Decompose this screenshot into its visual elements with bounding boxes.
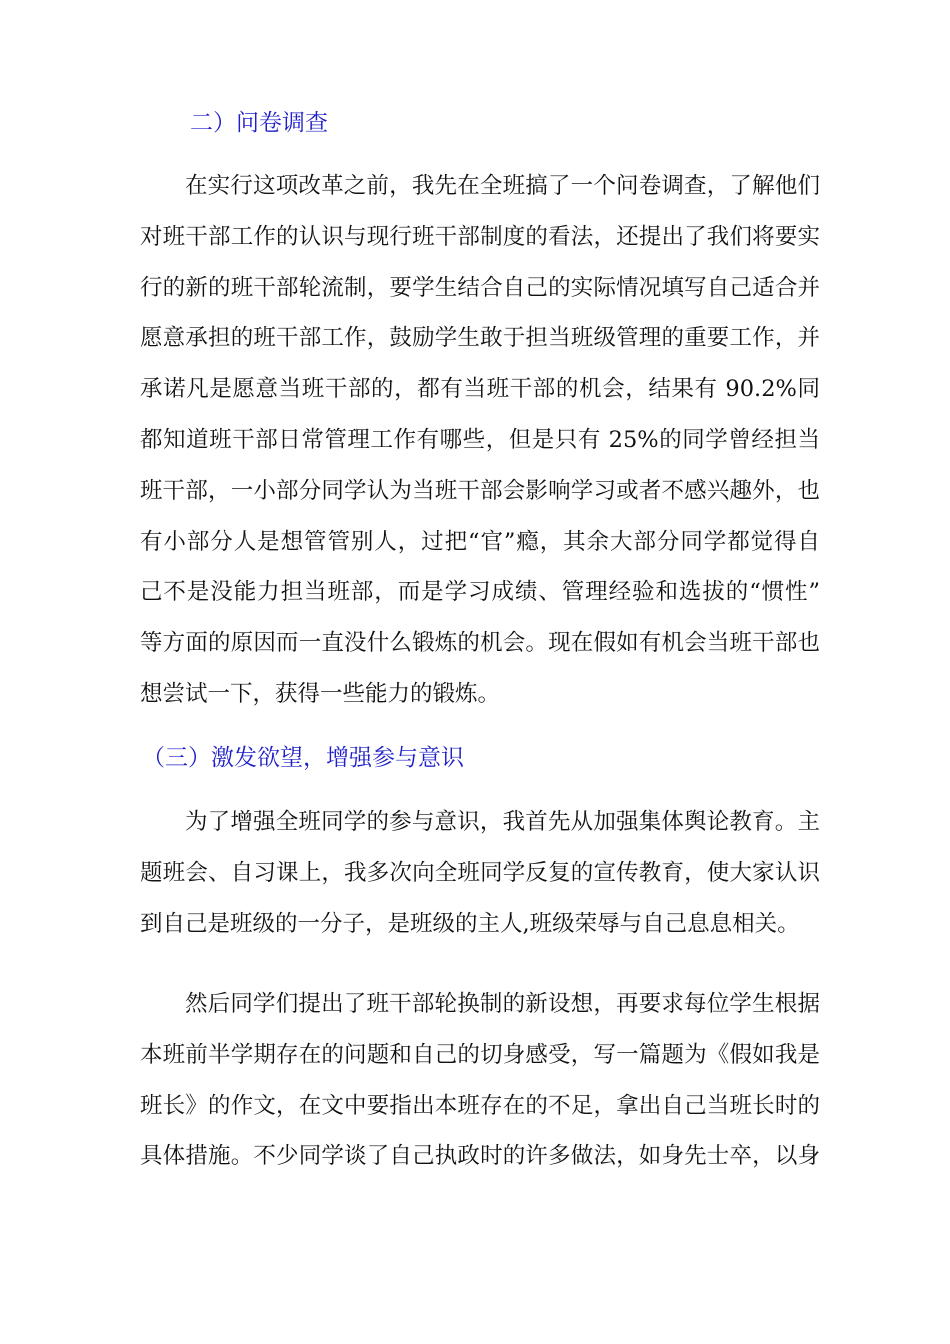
- paragraph-line: 然后同学们提出了班干部轮换制的新设想，再要求每位学生根据: [185, 991, 820, 1017]
- paragraph-line: 都知道班干部日常管理工作有哪些，但是只有 25%的同学曾经担当: [140, 426, 820, 453]
- paragraph-line: 有小部分人是想管管别人，过把“官”瘾，其余大部分同学都觉得自: [140, 528, 820, 555]
- paragraph-line: 到自己是班级的一分子，是班级的主人,班级荣辱与自己息息相关。: [140, 910, 800, 937]
- paragraph-rotation: [140, 979, 820, 1182]
- section-heading-motivation: （三）激发欲望，增强参与意识: [142, 745, 464, 771]
- paragraph-survey: [140, 161, 820, 720]
- paragraph-line: 己不是没能力担当班部，而是学习成绩、管理经验和选拔的“惯性”: [140, 579, 820, 606]
- paragraph-line: 等方面的原因而一直没什么锻炼的机会。现在假如有机会当班干部也: [140, 630, 820, 657]
- paragraph-awareness: [140, 797, 820, 949]
- section-heading-survey: 二）问卷调查: [190, 110, 328, 136]
- paragraph-line: 班干部，一小部分同学认为当班干部会影响学习或者不感兴趣外，也: [140, 477, 820, 504]
- paragraph-line: 具体措施。不少同学谈了自己执政时的许多做法，如身先士卒，以身: [140, 1143, 820, 1170]
- paragraph-line: 行的新的班干部轮流制，要学生结合自己的实际情况填写自己适合并: [140, 274, 820, 301]
- paragraph-line: 想尝试一下，获得一些能力的锻炼。: [140, 680, 501, 707]
- paragraph-line: 在实行这项改革之前，我先在全班搞了一个问卷调查，了解他们: [185, 173, 820, 199]
- paragraph-line: 承诺凡是愿意当班干部的，都有当班干部的机会，结果有 90.2%同: [140, 376, 820, 403]
- paragraph-line: 为了增强全班同学的参与意识，我首先从加强集体舆论教育。主: [185, 809, 820, 835]
- paragraph-line: 班长》的作文，在文中要指出本班存在的不足，拿出自己当班长时的: [140, 1092, 820, 1119]
- paragraph-line: 本班前半学期存在的问题和自己的切身感受，写一篇题为《假如我是: [140, 1041, 820, 1068]
- paragraph-line: 对班干部工作的认识与现行班干部制度的看法，还提出了我们将要实: [140, 223, 820, 250]
- paragraph-line: 愿意承担的班干部工作，鼓励学生敢于担当班级管理的重要工作，并: [140, 325, 820, 352]
- paragraph-line: 题班会、自习课上，我多次向全班同学反复的宣传教育，使大家认识: [140, 859, 820, 886]
